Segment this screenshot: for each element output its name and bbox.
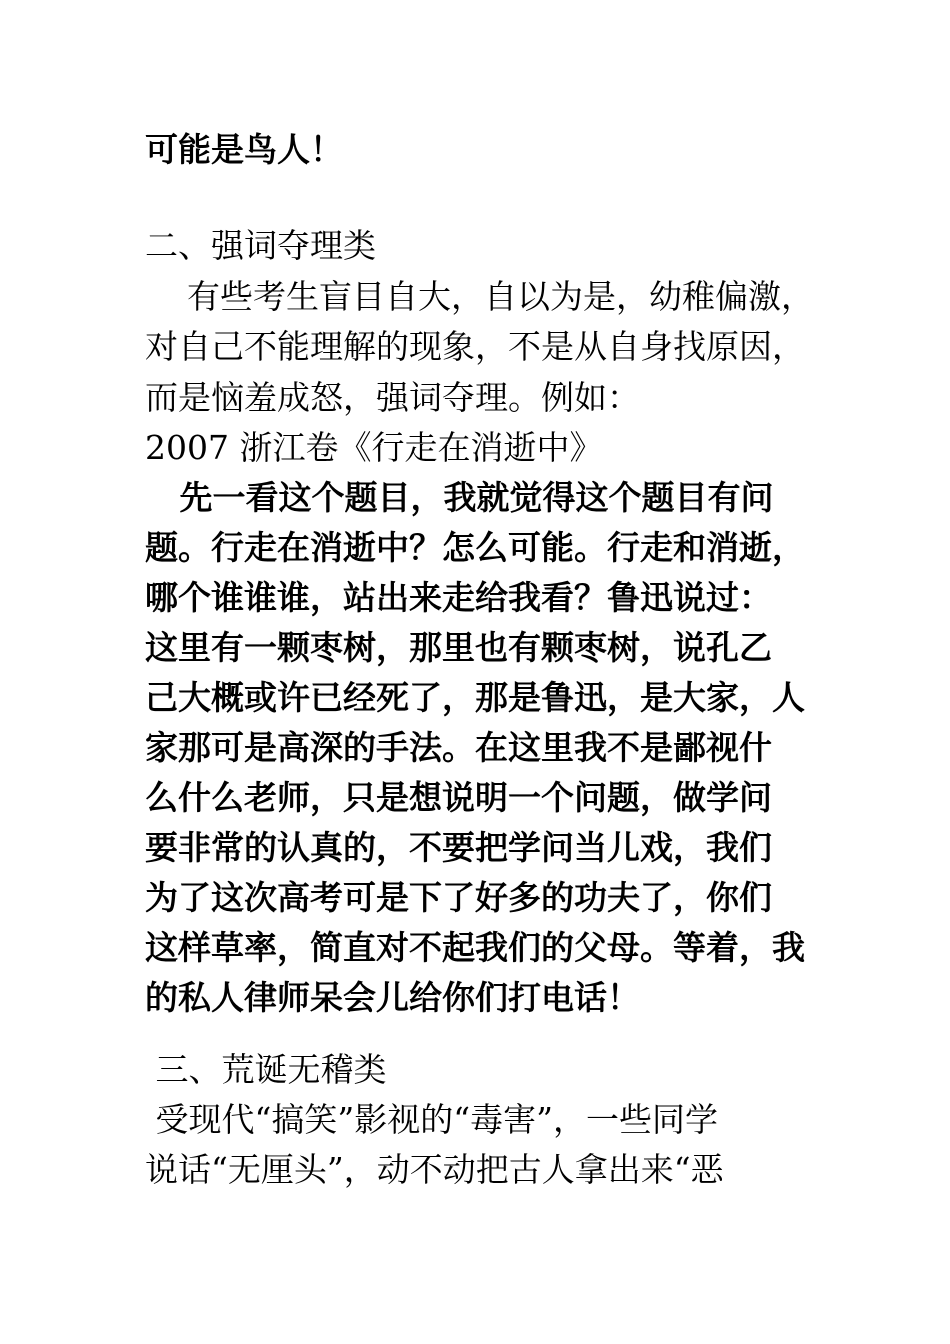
paragraph-line: 受现代“搞笑”影视的“毒害”，一些同学 xyxy=(145,1100,718,1139)
example-title: 2007 浙江卷《行走在消逝中》 xyxy=(145,428,603,467)
paragraph-line: 这样草率，简直对不起我们的父母。等着，我 xyxy=(145,928,805,967)
paragraph-line: 有些考生盲目自大，自以为是，幼稚偏激， xyxy=(145,277,814,316)
paragraph-line: 可能是鸟人！ xyxy=(145,130,343,169)
paragraph-line: 为了这次高考可是下了好多的功夫了，你们 xyxy=(145,878,772,917)
paragraph-line: 么什么老师，只是想说明一个问题，做学问 xyxy=(145,778,772,817)
paragraph-line: 哪个谁谁谁，站出来走给我看？鲁迅说过： xyxy=(145,578,772,617)
paragraph-line: 而是恼羞成怒，强词夺理。例如： xyxy=(145,378,640,417)
paragraph-line: 先一看这个题目，我就觉得这个题目有问 xyxy=(145,478,774,517)
section-heading: 二、强词夺理类 xyxy=(145,226,376,265)
section-heading: 三、荒诞无稽类 xyxy=(145,1050,387,1089)
paragraph-line: 对自己不能理解的现象，不是从自身找原因， xyxy=(145,327,805,366)
paragraph-line: 己大概或许已经死了，那是鲁迅，是大家，人 xyxy=(145,678,805,717)
paragraph-line: 题。行走在消逝中？怎么可能。行走和消逝， xyxy=(145,528,805,567)
paragraph-line: 家那可是高深的手法。在这里我不是鄙视什 xyxy=(145,728,772,767)
paragraph-line: 这里有一颗枣树，那里也有颗枣树，说孔乙 xyxy=(145,628,772,667)
paragraph-line: 的私人律师呆会儿给你们打电话！ xyxy=(145,978,640,1017)
paragraph-line: 说话“无厘头”，动不动把古人拿出来“恶 xyxy=(145,1150,724,1189)
paragraph-line: 要非常的认真的，不要把学问当儿戏，我们 xyxy=(145,828,772,867)
